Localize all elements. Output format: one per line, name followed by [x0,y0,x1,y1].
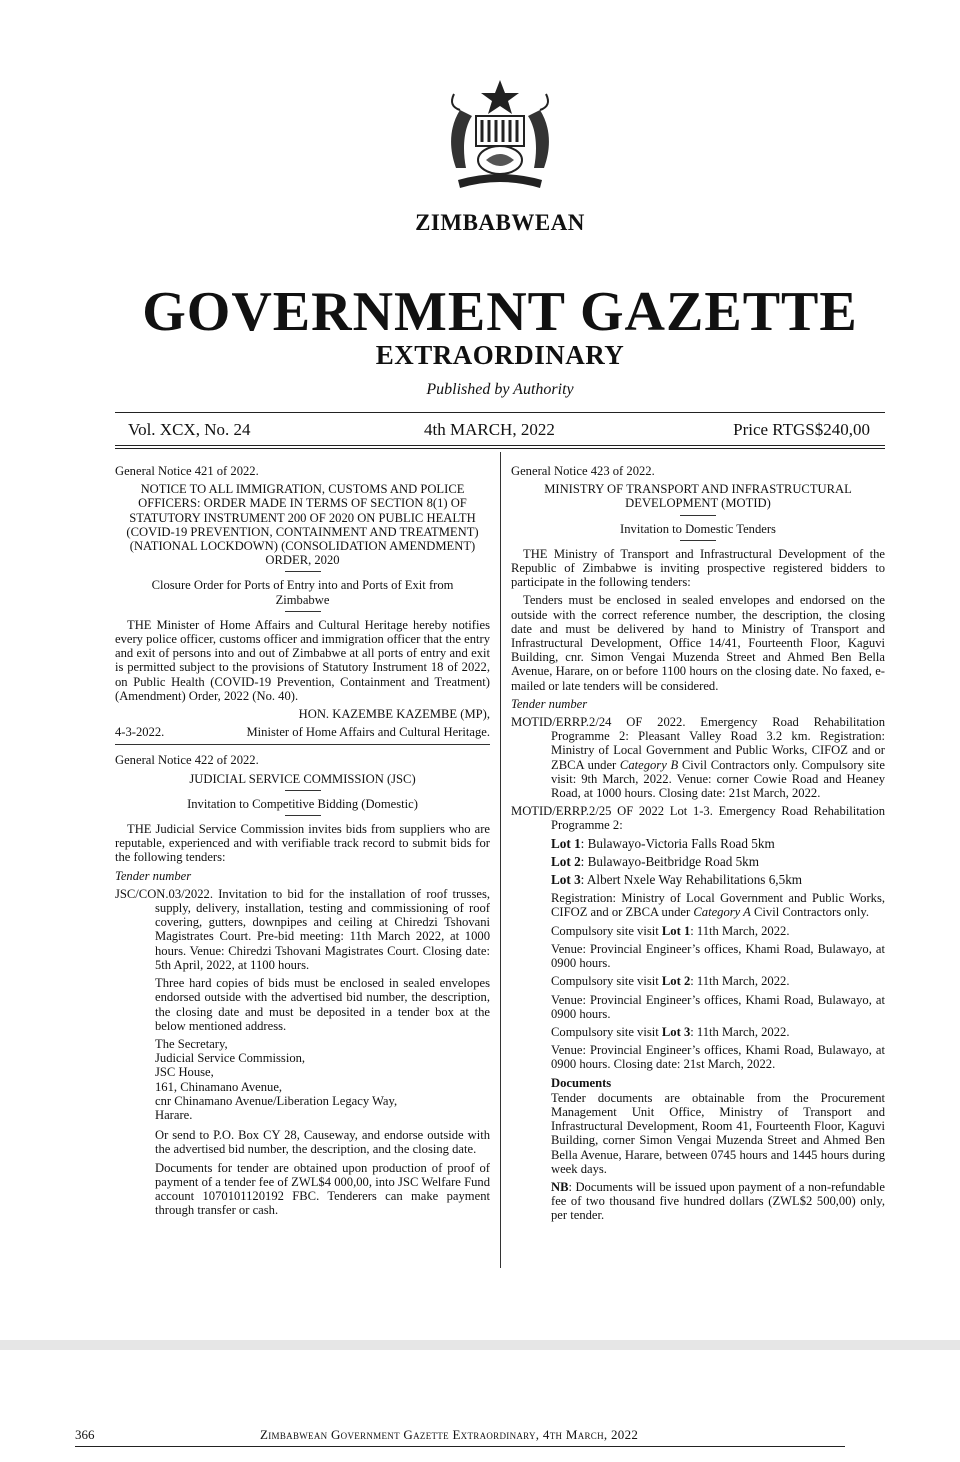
left-column [115,464,490,1221]
short-divider [285,815,321,816]
issue-date: 4th MARCH, 2022 [424,420,555,439]
address-line: JSC House, [155,1065,214,1080]
short-divider [680,540,716,541]
address-line: Harare. [155,1107,193,1122]
right-column [511,464,885,1227]
masthead-title-small: ZIMBABWEAN [415,210,585,235]
notice-subheading: Invitation to Competitive Bidding (Domestic) [187,796,418,811]
running-title: Zimbabwean Government Gazette Extraordinary, 4th March, 2022 [260,1427,639,1442]
notice-intro: THE Ministry of Transport and Infrastructural Development of the Republic of Zimbabwe is inviting prospective registered bidders to participate in the following tenders: [511,546,885,590]
venue-lot-2: Venue: Provincial Engineer’s offices, Khami Road, Bulawayo, at 0900 hours. [551,992,885,1021]
tender-entry: JSC/CON.03/2022. Invitation to bid for the installation of roof trusses, supply, delivery, installation, testing and commissioning of roof covering, gutters, downpipes and ceiling at Chiredzi Tshovani Magistrates Court. Pre-bid meeting: 11th March 2022, at 1000 hours. Venue: Chiredzi Tshovani Magistrates Court. Closing date: 5th April, 2022, at 1100 hours. [115,886,490,972]
venue-lot-1: Venue: Provincial Engineer’s offices, Khami Road, Bulawayo, at 0900 hours. [551,941,885,971]
site-visit-lot-2: Compulsory site visit Lot 2: 11th March, 2022. [551,974,790,989]
page-break-band [0,1340,960,1350]
notice-separator [115,744,490,745]
masthead-title: GOVERNMENT GAZETTE [142,281,858,343]
signature-date: 4-3-2022. [115,725,165,740]
notice-heading: JUDICIAL SERVICE COMMISSION (JSC) [189,771,416,786]
general-notice-423 [511,464,885,1223]
signature-line [115,725,490,739]
notice-heading: NOTICE TO ALL IMMIGRATION, CUSTOMS AND POLICE OFFICERS: ORDER MADE IN TERMS OF SECTION 8(1) OF STATUTORY INSTRUMENT 200 OF 2020 ON PUBLIC HEALTH (COVID-19 PREVENTION, CONTAINMENT AND TREATMENT) (NATIONAL LOCKDOWN) (CONSOLIDATION AMENDMENT) ORDER, 2020 [126,482,479,568]
address-line: The Secretary, [155,1036,228,1051]
general-notice-422 [115,753,490,1217]
lot-item: Lot 1: Bulawayo-Victoria Falls Road 5km [551,835,775,851]
site-visit-lot-3: Compulsory site visit Lot 3: 11th March, 2022. [551,1024,790,1039]
notice-intro: THE Judicial Service Commission invites bids from suppliers who are reputable, experienced and with verifiable track record to submit bids for the following tenders: [115,822,490,865]
short-divider [285,790,321,791]
nb-note: NB: Documents will be issued upon payment of a non-refundable fee of two thousand five hundred dollars (ZWL$2 500,00) only, per tender. [551,1179,885,1223]
footer-rule [75,1446,845,1447]
notice-heading: MINISTRY OF TRANSPORT AND INFRASTRUCTURAL DEVELOPMENT (MOTID) [544,482,852,511]
issue-volume: Vol. XCX, No. 24 [128,420,251,439]
site-visit-lot-1: Compulsory site visit Lot 1: 11th March, 2022. [551,923,790,938]
notice-subheading: Invitation to Domestic Tenders [620,521,776,536]
masthead-bottom-rule-double [115,448,885,449]
tender-entry-24: MOTID/ERRP.2/24 OF 2022. Emergency Road Rehabilitation Programme 2: Pleasant Valley Road 3.2 km. Registration: Ministry of Local Government and Public Works, CIFOZ and or ZBCA under Category B Civil Contractors only. Compulsory site visit: 9th March, 2022. Venue: corner Cowie Road and Heaney Road, at 1000 hours. Closing date: 21st March, 2022. [511,715,885,801]
notice-number: General Notice 421 of 2022. [115,464,259,478]
signatory-name: HON. KAZEMBE KAZEMBE (MP), [298,707,490,722]
tender-number-label: Tender number [115,868,192,883]
postal-address [115,1037,490,1122]
notice-number: General Notice 423 of 2022. [511,464,655,478]
bid-instructions: Three hard copies of bids must be enclosed in sealed envelopes endorsed outside with the advertised bid number, the description, the closing date and must be deposited in a tender box at the below mentioned address. [155,976,490,1033]
masthead-tagline: Published by Authority [426,381,574,398]
lot-item: Lot 2: Bulawayo-Beitbridge Road 5km [551,853,760,869]
postal-instructions: Or send to P.O. Box CY 28, Causeway, and endorse outside with the advertised bid number, the description, and the closing date. [155,1128,490,1157]
venue-lot-3: Venue: Provincial Engineer’s offices, Khami Road, Bulawayo, at 0900 hours. Closing date: 21st March, 2022. [551,1043,885,1072]
column-divider [500,452,501,1268]
tender-fee: Documents for tender are obtained upon production of proof of payment of a tender fee of ZWL$4 000,00, into JSC Welfare Fund account 1070101120192 FBC. Tenderers can make payment through transfer or cash. [155,1160,490,1218]
lot-item: Lot 3: Albert Nxele Way Rehabilitations 6,5km [551,872,803,888]
general-notice-421 [115,464,490,739]
tender-instructions: Tenders must be enclosed in sealed envelopes and endorsed on the outside with the correct reference number, the description, the closing date and must be delivered by hand to Ministry of Transport and Infrastructural Development, Office 14/41, Fourteenth Floor, Kaguvi Building, cnr. Simon Vengai Muzenda Street and Ahmed Ben Bella Avenue, Harare, on or before 1100 hours on the closing date. No faxed, e-mailed or late tenders will be considered. [511,593,885,693]
short-divider [285,611,321,612]
masthead-bottom-rule [115,445,885,446]
notice-number: General Notice 422 of 2022. [115,753,259,768]
signatory-title: Minister of Home Affairs and Cultural Heritage. [246,725,490,740]
address-line: Judicial Service Commission, [155,1051,306,1066]
documents-text: Tender documents are obtainable from the Procurement Management Unit Office, Ministry of Transport and Infrastructural Development, Room 41, Fourteenth Floor, Kaguvi Building, corner Simon Vengai Muzenda Street and Ahmed Ben Bella Avenue, Harare, between 0745 hours and 1445 hours during week days. [551,1090,885,1176]
issue-price: Price RTGS$240,00 [733,420,870,439]
address-line: cnr Chinamano Avenue/Liberation Legacy Way, [155,1093,398,1108]
registration-requirement: Registration: Ministry of Local Government and Public Works, CIFOZ and or ZBCA under Category A Civil Contractors only. [551,891,885,920]
documents-heading: Documents [551,1075,612,1090]
address-line: 161, Chinamano Avenue, [155,1079,283,1094]
tender-entry-25: MOTID/ERRP.2/25 OF 2022 Lot 1-3. Emergency Road Rehabilitation Programme 2: [511,804,885,833]
short-divider [285,571,321,572]
masthead-top-rule [115,412,885,413]
coat-of-arms-icon [430,76,570,196]
notice-subheading: Closure Order for Ports of Entry into and Ports of Exit from Zimbabwe [151,578,454,607]
page-number: 366 [75,1427,95,1442]
short-divider [680,515,716,516]
notice-body: THE Minister of Home Affairs and Cultural Heritage hereby notifies every police officer, customs officer and immigration officer that the entry and exit of persons into and out of Zimbabwe at all ports of entry and exit is permitted subject to the provisions of Statutory Instrument 18 of 2022, on Public Health (COVID-19 Prevention, Containment and Treatment) (Amendment) Order, 2022 (No. 40). [115,617,490,703]
masthead-subtitle: EXTRAORDINARY [375,340,625,370]
tender-number-label: Tender number [511,696,588,711]
